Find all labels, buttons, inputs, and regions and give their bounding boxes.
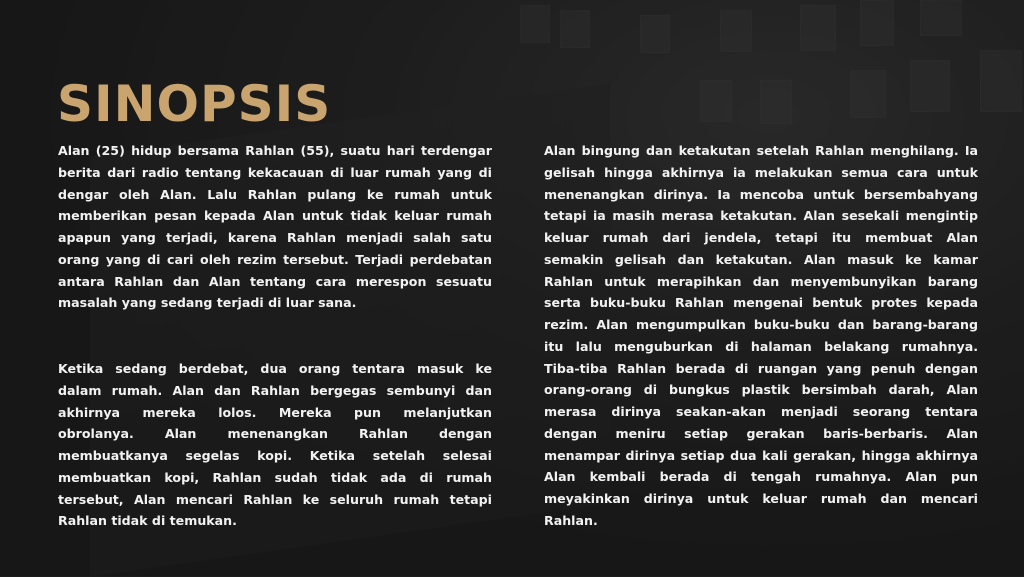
text-line: meyakinkan dirinya untuk keluar rumah dan mencari [544, 491, 978, 506]
text-line: akhirnya mereka lolos. Mereka pun melanjutkan [58, 404, 492, 420]
text-line: menenangkan dirinya. Ia mencoba untuk bersembahyang [544, 186, 978, 202]
text-line: Ketika sedang berdebat, dua orang tentara masuk ke [58, 361, 492, 376]
text-line: dengan meniru setiap gerakan baris-berbaris. Alan [544, 425, 978, 441]
text-line: apapun yang terjadi, karena Rahlan menjadi salah satu [58, 230, 492, 245]
synopsis-paragraph-2 [58, 358, 492, 532]
text-line: membuatkan kopi, Rahlan sudah tidak ada di rumah [58, 469, 492, 485]
text-line: memberikan pesan kepada Alan untuk tidak keluar rumah [58, 208, 492, 224]
synopsis-paragraph-1 [58, 140, 492, 314]
text-line: antara Rahlan dan Alan tentang cara merespon sesuatu [58, 273, 492, 289]
text-line: semakin gelisah dan ketakutan. Alan masuk ke kamar [544, 251, 978, 267]
synopsis-paragraph-3 [544, 140, 978, 532]
text-line: menampar dirinya setiap dua kali gerakan, hingga akhirnya [544, 447, 978, 463]
text-line: berita dari radio tentang kekacauan di luar rumah yang di [58, 164, 492, 180]
text-line: keluar rumah dari jendela, tetapi itu membuat Alan [544, 230, 978, 245]
text-line: masalah yang sedang terjadi di luar sana. [58, 295, 357, 311]
text-line: Tiba-tiba Rahlan berada di ruangan yang penuh dengan [544, 360, 978, 376]
text-line: gelisah hingga akhirnya ia melakukan semua cara untuk [544, 164, 978, 180]
text-line: orang yang di cari oleh rezim tersebut. Terjadi perdebatan [58, 251, 492, 267]
text-line: tetapi ia masih merasa ketakutan. Alan sesekali mengintip [544, 208, 978, 224]
text-line: obrolanya. Alan menenangkan Rahlan dengan [58, 426, 492, 442]
text-line: tersebut, Alan mencari Rahlan ke seluruh rumah tetapi [58, 491, 492, 507]
text-line: membuatkanya segelas kopi. Ketika setelah selesai [58, 448, 492, 463]
text-line: Rahlan tidak di temukan. [58, 513, 237, 529]
text-line: orang-orang di bungkus plastik bersimbah darah, Alan [544, 382, 978, 398]
text-line: merasa dirinya seakan-akan menjadi seorang tentara [544, 404, 978, 419]
slide-title: SINOPSIS [57, 75, 332, 133]
text-line: Alan kembali berada di tengah rumahnya. Alan pun [544, 469, 978, 485]
text-line: rezim. Alan mengumpulkan buku-buku dan barang-barang [544, 317, 978, 332]
text-line: Rahlan. [544, 512, 598, 528]
text-line: serta buku-buku Rahlan mengenai bentuk protes kepada [544, 295, 978, 311]
text-line: dengar oleh Alan. Lalu Rahlan pulang ke rumah untuk [58, 186, 492, 202]
text-line: itu lalu menguburkan di halaman belakang rumahnya. [544, 338, 978, 354]
text-line: dalam rumah. Alan dan Rahlan bergegas sembunyi dan [58, 382, 492, 398]
text-line: Alan bingung dan ketakutan setelah Rahlan menghilang. Ia [544, 143, 978, 158]
text-line: Rahlan untuk merapihkan dan menyembunyikan barang [544, 273, 978, 289]
text-line: Alan (25) hidup bersama Rahlan (55), suatu hari terdengar [58, 143, 492, 158]
